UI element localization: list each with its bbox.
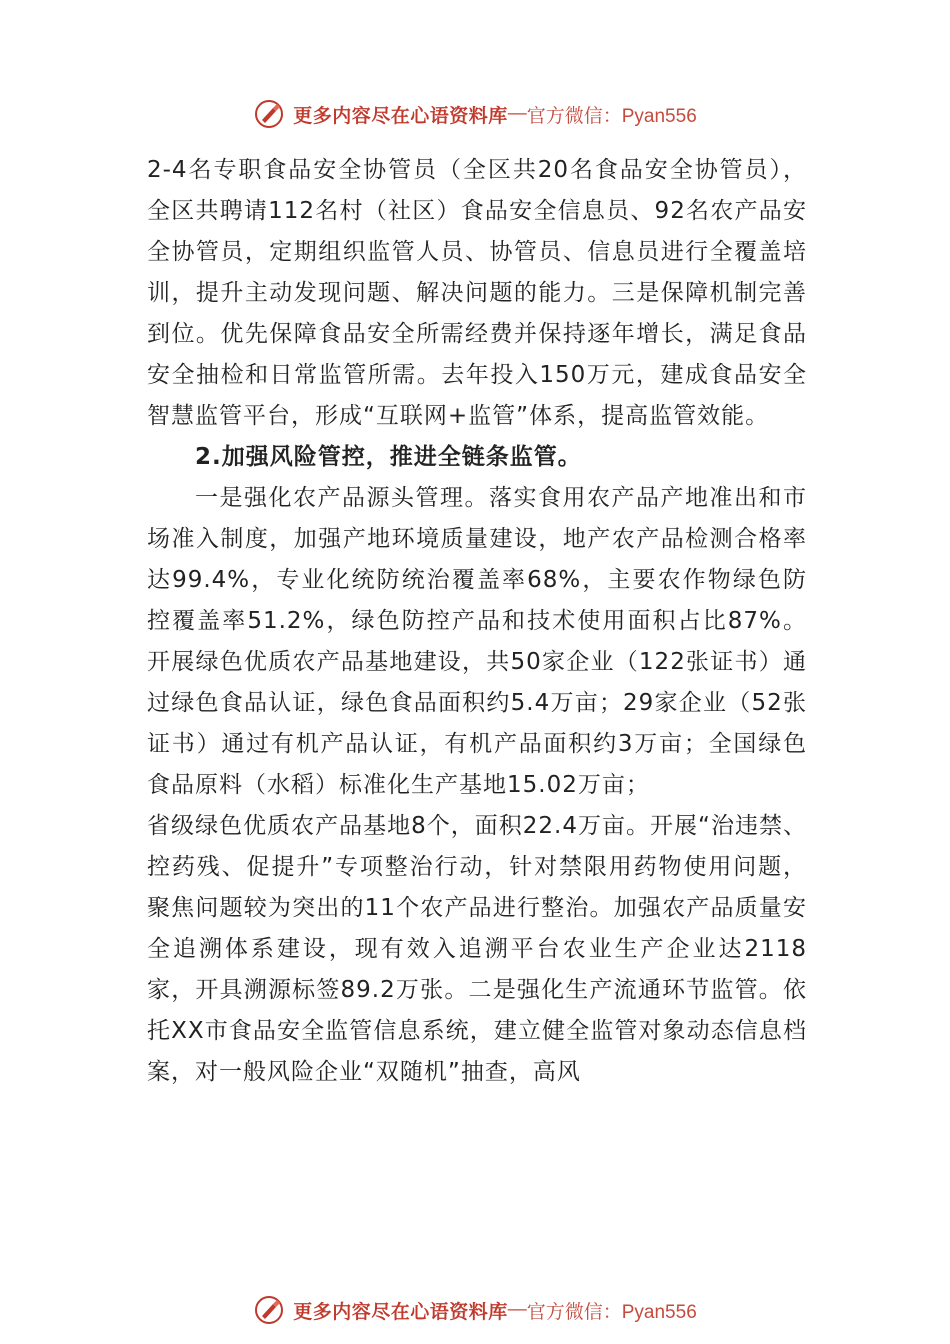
watermark-contact: 官方微信：Pyan556: [526, 1301, 697, 1323]
watermark-separator: —: [507, 1299, 527, 1320]
watermark-separator: —: [507, 103, 527, 124]
brush-logo-icon: [253, 1294, 285, 1326]
document-body: [147, 150, 807, 1093]
paragraph-1: 2-4名专职食品安全协管员（全区共20名食品安全协管员），全区共聘请112名村（社区）食品安全信息员、92名农产品安全协管员，定期组织监管人员、协管员、信息员进行全覆盖培训，提升主动发现问题、解决问题的能力。三是保障机制完善到位。优先保障食品安全所需经费并保持逐年增长，满足食品安全抽检和日常监管所需。去年投入150万元，建成食品安全智慧监管平台，形成“互联网+监管”体系，提高监管效能。: [147, 157, 807, 429]
watermark-banner-top: [0, 94, 950, 134]
brush-logo-icon: [253, 98, 285, 130]
paragraph-3: 省级绿色优质农产品基地8个，面积22.4万亩。开展“治违禁、控药残、促提升”专项整治行动，针对禁限用药物使用问题，聚焦问题较为突出的11个农产品进行整治。加强农产品质量安全追溯体系建设，现有效入追溯平台农业生产企业达2118家，开具溯源标签89.2万张。二是强化生产流通环节监管。依托XX市食品安全监管信息系统，建立健全监管对象动态信息档案，对一般风险企业“双随机”抽查，高风: [147, 813, 807, 1085]
section-heading: 2.加强风险管控，推进全链条监管。: [195, 444, 582, 470]
watermark-text: 更多内容尽在心语资料库: [293, 104, 508, 127]
watermark-banner-bottom: [0, 1290, 950, 1330]
paragraph-2: 一是强化农产品源头管理。落实食用农产品产地准出和市场准入制度，加强产地环境质量建设，地产农产品检测合格率达99.4%，专业化统防统治覆盖率68%，主要农作物绿色防控覆盖率51.2%，绿色防控产品和技术使用面积占比87%。开展绿色优质农产品基地建设，共50家企业（122张证书）通过绿色食品认证，绿色食品面积约5.4万亩；29家企业（52张证书）通过有机产品认证，有机产品面积约3万亩；全国绿色食品原料（水稻）标准化生产基地15.02万亩；: [147, 485, 807, 798]
watermark-text: 更多内容尽在心语资料库: [293, 1300, 508, 1323]
watermark-contact: 官方微信：Pyan556: [526, 105, 697, 127]
